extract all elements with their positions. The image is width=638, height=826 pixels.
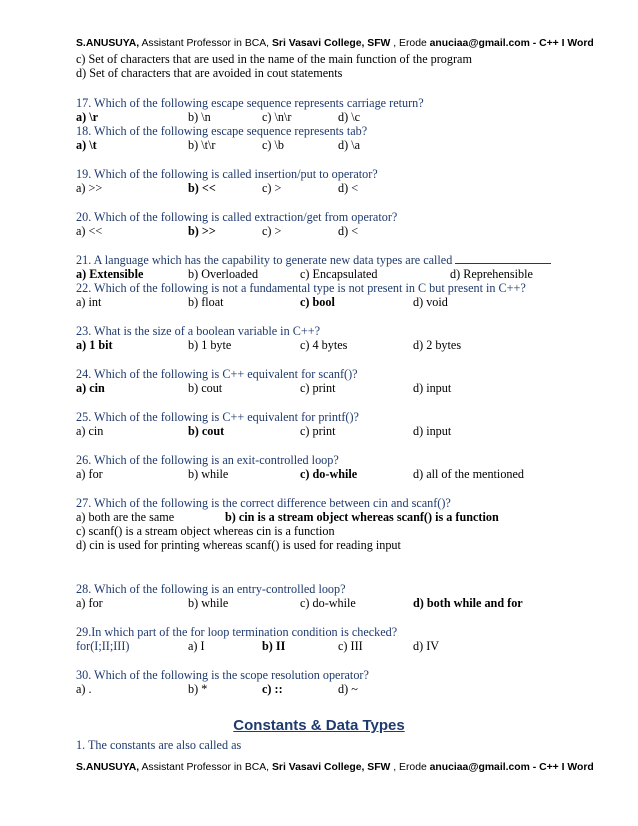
option-c: c) print (300, 424, 336, 438)
question-21-text: 21. A language which has the capability to generate new data types are called (76, 253, 453, 267)
place: , Erode (390, 762, 430, 773)
question-22: 22. Which of the following is not a fundamental type is not present in C but present in C++? (76, 281, 526, 295)
question-27: 27. Which of the following is the correct difference between cin and scanf()? (76, 496, 451, 510)
option-c: c) > (262, 224, 282, 238)
email-course: anuciaa@gmail.com - C++ I Word (429, 762, 594, 773)
section-question-1: 1. The constants are also called as (76, 738, 242, 752)
option-b: b) while (188, 596, 229, 610)
option-c: c) do-while (300, 596, 356, 610)
option-a: a) for (76, 467, 103, 481)
question-29: 29.In which part of the for loop termination condition is checked? (76, 625, 398, 639)
option-b: b) 1 byte (188, 338, 232, 352)
question-17: 17. Which of the following escape sequence represents carriage return? (76, 96, 424, 110)
option-d: d) Reprehensible (450, 267, 533, 281)
option-c: c) \b (262, 138, 284, 152)
option-b: b) * (188, 682, 208, 696)
author-role: Assistant Professor in BCA, (139, 762, 272, 773)
option-a: a) for (76, 596, 103, 610)
email-course: anuciaa@gmail.com - C++ I Word (429, 38, 594, 49)
option-a: a) 1 bit (76, 338, 113, 352)
option-c: c) bool (300, 295, 335, 309)
option-b: b) >> (188, 224, 216, 238)
option-a: a) int (76, 295, 102, 309)
option-a: a) \r (76, 110, 98, 124)
question-28: 28. Which of the following is an entry-controlled loop? (76, 582, 346, 596)
question-29-prefix: for(I;II;III) (76, 639, 130, 653)
option-b: b) cout (188, 424, 225, 438)
author-name: S.ANUSUYA, (76, 762, 140, 773)
author-name: S.ANUSUYA, (76, 38, 140, 49)
option-b: b) float (188, 295, 224, 309)
question-23: 23. What is the size of a boolean variable in C++? (76, 324, 320, 338)
option-d: d) input (413, 424, 452, 438)
option-a: a) both are the same (76, 510, 175, 524)
option-c: c) scanf() is a stream object whereas cin is a function (76, 524, 335, 538)
option-d: d) void (413, 295, 448, 309)
question-19: 19. Which of the following is called insertion/put to operator? (76, 167, 378, 181)
place: , Erode (390, 38, 430, 49)
option-d: d) cin is used for printing whereas scanf() is used for reading input (76, 538, 401, 552)
option-c: c) do-while (300, 467, 358, 481)
option-c: c) > (262, 181, 282, 195)
author-role: Assistant Professor in BCA, (139, 38, 272, 49)
option-b: b) Overloaded (188, 267, 259, 281)
option-b: b) \n (188, 110, 211, 124)
option-d: d) \c (338, 110, 360, 124)
question-21 (76, 253, 551, 267)
option-b: b) II (262, 639, 286, 653)
option-c: c) \n\r (262, 110, 292, 124)
option-d: d) < (338, 224, 359, 238)
question-26: 26. Which of the following is an exit-controlled loop? (76, 453, 339, 467)
answer-blank (455, 253, 551, 264)
option-a: a) cin (76, 381, 105, 395)
option-d: d) input (413, 381, 452, 395)
option-c: c) :: (262, 682, 283, 696)
continuation-option-c: c) Set of characters that are used in the name of the main function of the program (76, 52, 472, 66)
option-c: c) Encapsulated (300, 267, 378, 281)
option-a: a) . (76, 682, 92, 696)
continuation-option-d: d) Set of characters that are avoided in cout statements (76, 66, 343, 80)
question-20: 20. Which of the following is called extraction/get from operator? (76, 210, 398, 224)
option-d: d) 2 bytes (413, 338, 462, 352)
option-c: c) III (338, 639, 363, 653)
option-b: b) while (188, 467, 229, 481)
college-name: Sri Vasavi College, SFW (271, 38, 391, 49)
option-d: d) < (338, 181, 359, 195)
option-a: a) cin (76, 424, 104, 438)
question-18: 18. Which of the following escape sequence represents tab? (76, 124, 368, 138)
option-b: b) cout (188, 381, 223, 395)
page-footer (76, 762, 596, 773)
question-25: 25. Which of the following is C++ equivalent for printf()? (76, 410, 359, 424)
option-b: b) \t\r (188, 138, 216, 152)
option-d: d) ~ (338, 682, 358, 696)
option-a: a) Extensible (76, 267, 144, 281)
question-30: 30. Which of the following is the scope resolution operator? (76, 668, 369, 682)
question-24: 24. Which of the following is C++ equivalent for scanf()? (76, 367, 358, 381)
option-d: d) both while and for (413, 596, 523, 610)
option-a: a) \t (76, 138, 97, 152)
option-b: b) << (188, 181, 216, 195)
option-d: d) \a (338, 138, 360, 152)
option-a: a) I (188, 639, 205, 653)
option-a: a) << (76, 224, 103, 238)
option-a: a) >> (76, 181, 103, 195)
page-header-top (76, 38, 596, 49)
option-d: d) IV (413, 639, 440, 653)
option-c: c) print (300, 381, 336, 395)
option-c: c) 4 bytes (300, 338, 348, 352)
section-title: Constants & Data Types (233, 717, 405, 734)
college-name: Sri Vasavi College, SFW (271, 762, 391, 773)
option-d: d) all of the mentioned (413, 467, 525, 481)
option-b: b) cin is a stream object whereas scanf() is a function (225, 510, 499, 524)
